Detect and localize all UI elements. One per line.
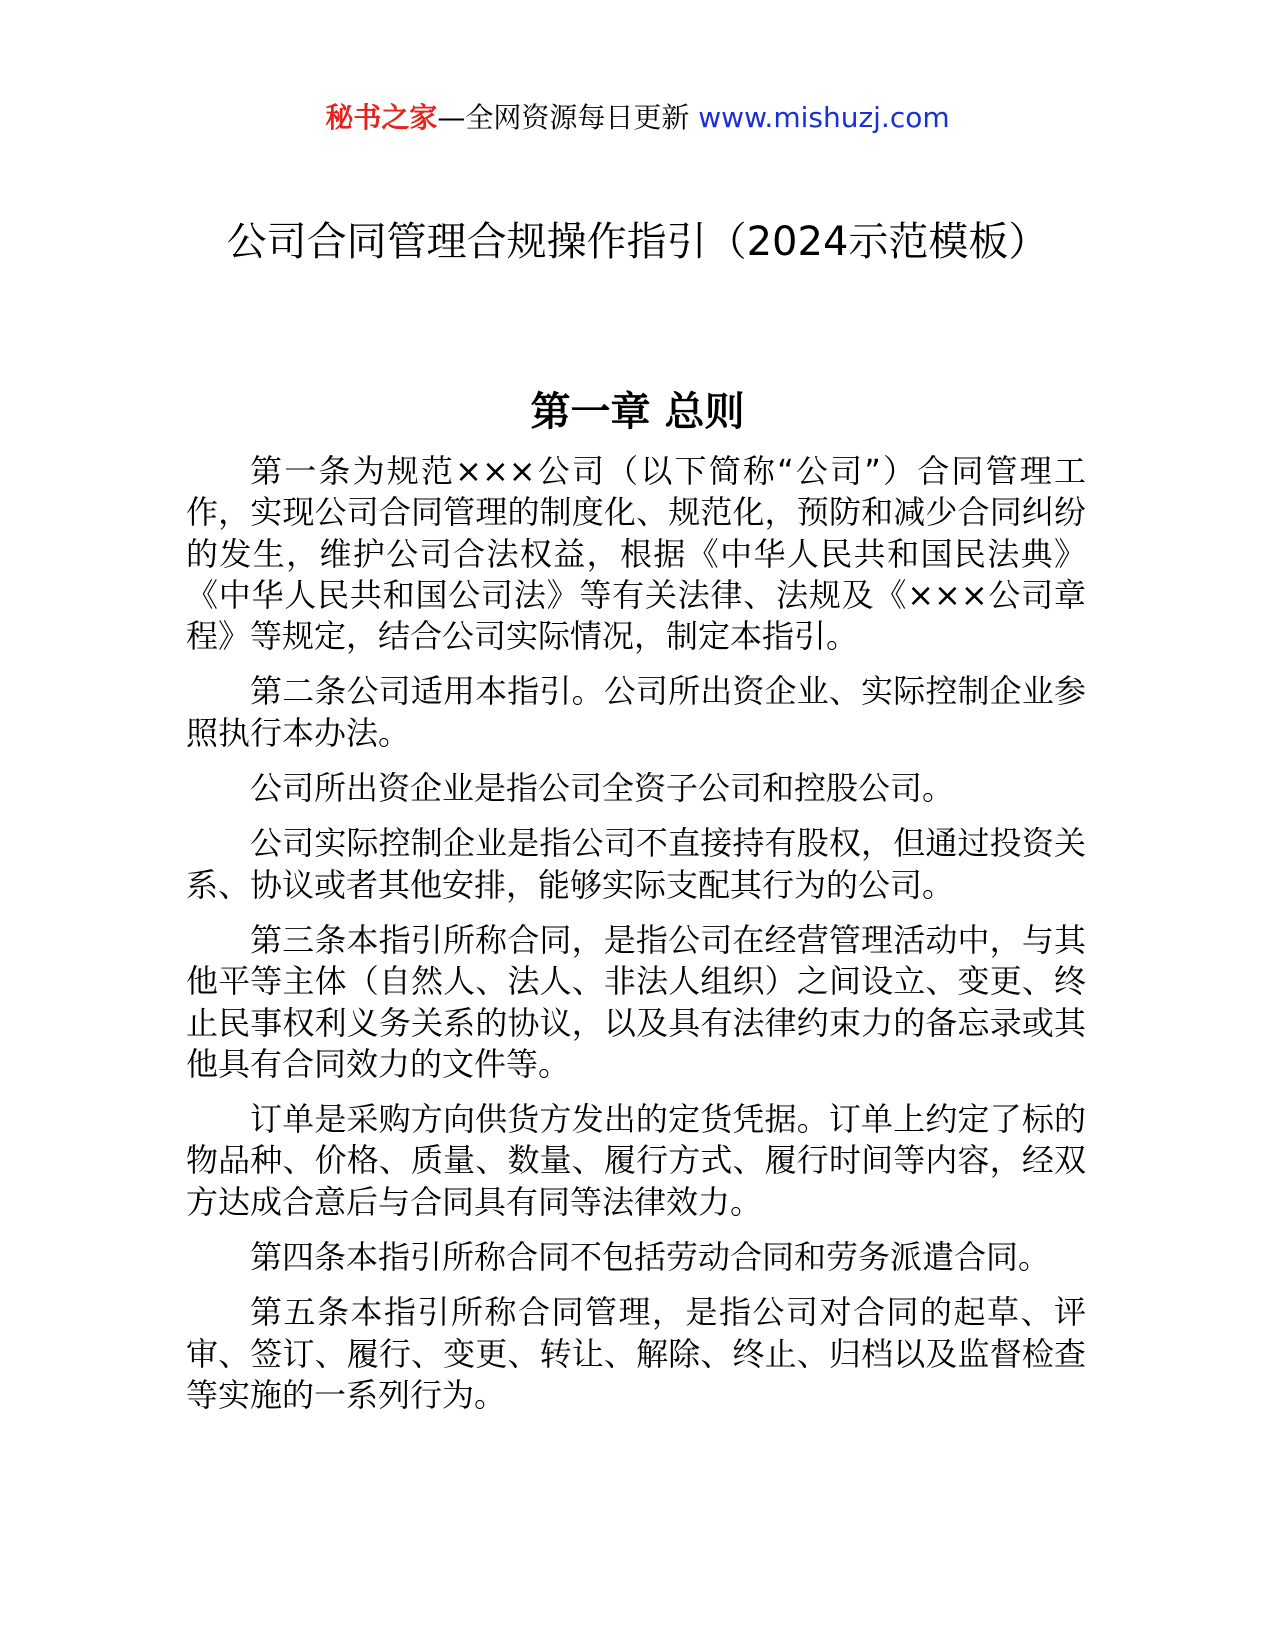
chapter-title: 第一章 总则 (530, 389, 745, 435)
paragraph-controlled-enterprises: 公司实际控制企业是指公司不直接持有股权，但通过投资关系、协议或者其他安排，能够实际支配其行为的公司。 (186, 824, 1086, 904)
paragraph-article-4: 第四条本指引所称合同不包括劳动合同和劳务派遣合同。 (250, 1238, 1051, 1277)
paragraph-orders: 订单是采购方向供货方发出的定货凭据。订单上约定了标的物品种、价格、质量、数量、履行方式、履行时间等内容，经双方达成合意后与合同具有同等法律效力。 (186, 1100, 1086, 1221)
paragraph-article-2: 第二条公司适用本指引。公司所出资企业、实际控制企业参照执行本办法。 (186, 672, 1086, 752)
site-url-link[interactable]: www.mishuzj.com (698, 101, 950, 134)
document-title: 公司合同管理合规操作指引（2024示范模板） (226, 219, 1049, 265)
document-body (186, 451, 1086, 1430)
paragraph-article-3: 第三条本指引所称合同，是指公司在经营管理活动中，与其他平等主体（自然人、法人、非法人组织）之间设立、变更、终止民事权利义务关系的协议，以及具有法律约束力的备忘录或其他具有合同效力的文件等。 (186, 920, 1086, 1083)
paragraph-article-1: 第一条为规范×××公司（以下简称“公司”）合同管理工作，实现公司合同管理的制度化、规范化，预防和减少合同纠纷的发生，维护公司合法权益，根据《中华人民共和国民法典》《中华人民共和国公司法》等有关法律、法规及《×××公司章程》等规定，结合公司实际情况，制定本指引。 (186, 452, 1086, 656)
site-name: 秘书之家 (325, 101, 438, 134)
site-slogan: —全网资源每日更新 (437, 101, 699, 134)
site-header (0, 98, 1275, 138)
paragraph-invested-enterprises: 公司所出资企业是指公司全资子公司和控股公司。 (250, 769, 955, 808)
paragraph-article-5: 第五条本指引所称合同管理，是指公司对合同的起草、评审、签订、履行、变更、转让、解除、终止、归档以及监督检查等实施的一系列行为。 (186, 1293, 1086, 1414)
